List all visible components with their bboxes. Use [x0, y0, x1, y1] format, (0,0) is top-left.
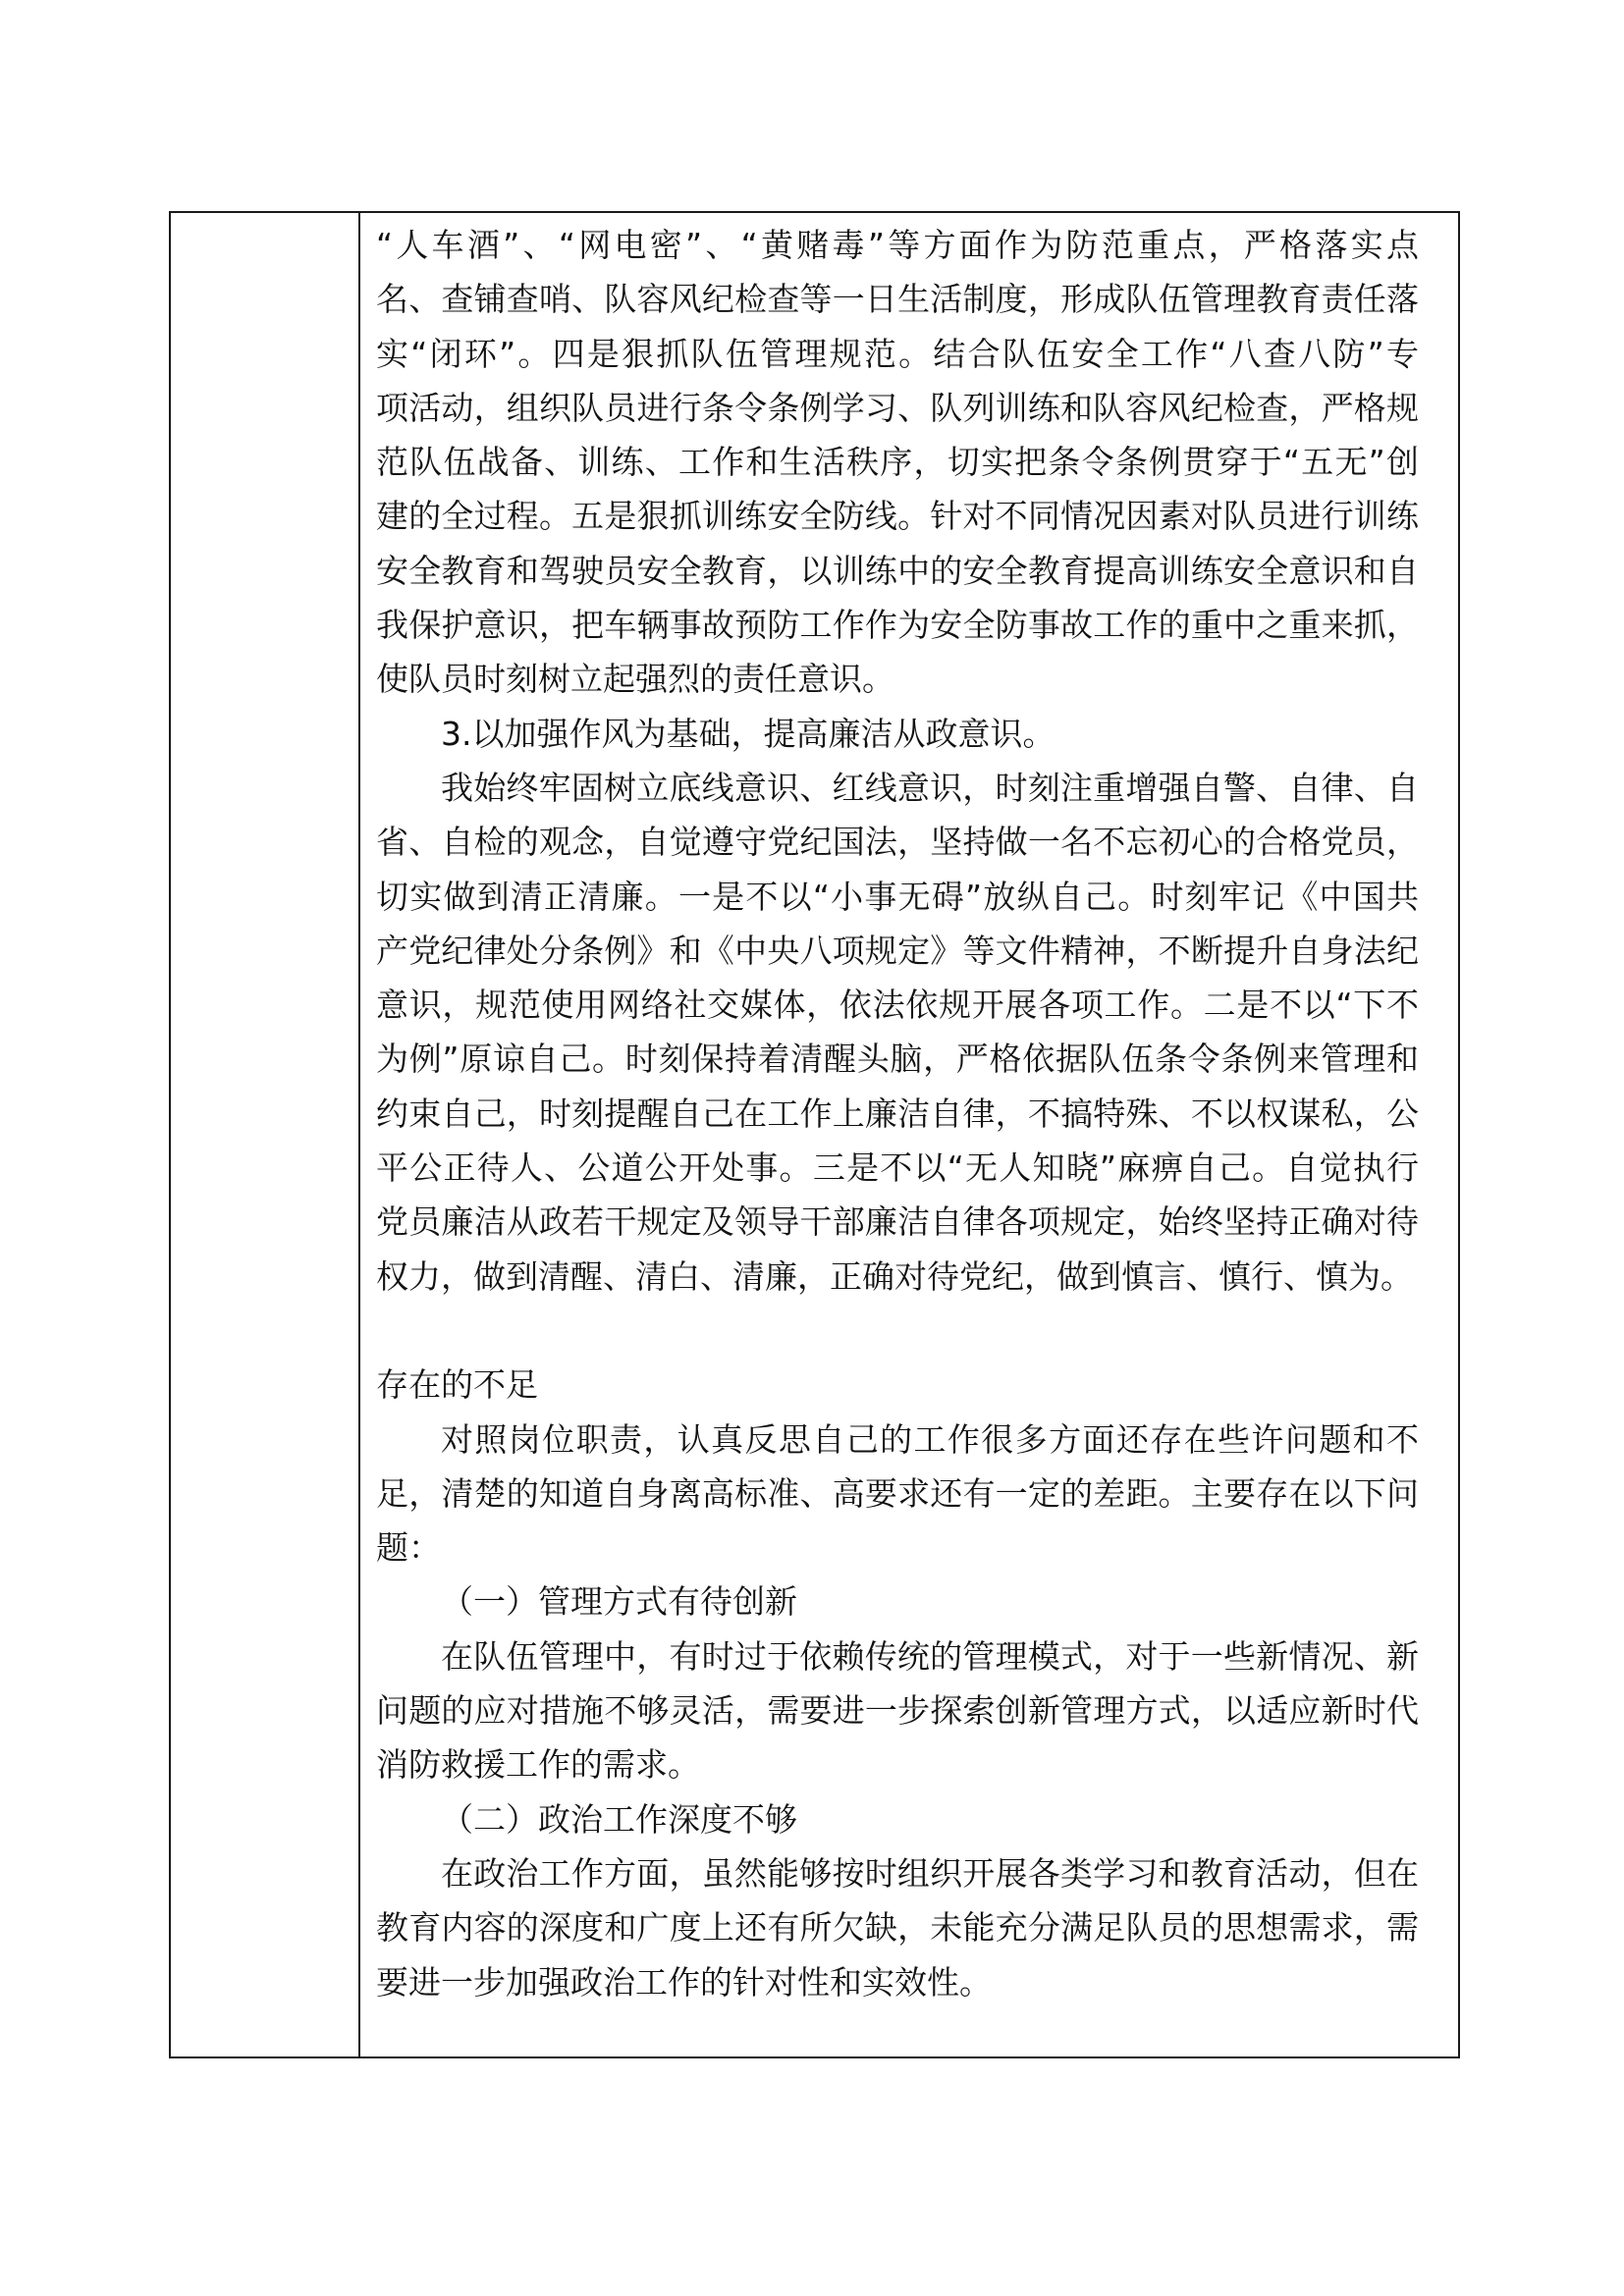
- body-line: 对照岗位职责，认真反思自己的工作很多方面还存在些许问题和不: [441, 1419, 1419, 1459]
- body-line: 项活动，组织队员进行条令条例学习、队列训练和队容风纪检查，严格规: [376, 388, 1419, 427]
- body-line: 意识，规范使用网络社交媒体，依法依规开展各项工作。二是不以“下不: [376, 986, 1419, 1025]
- body-line: 教育内容的深度和广度上还有所欠缺，未能充分满足队员的思想需求，需: [376, 1908, 1419, 1948]
- body-line: 实“闭环”。四是狠抓队伍管理规范。结合队伍安全工作“八查八防”专: [376, 334, 1419, 373]
- body-line: 为例”原谅自己。时刻保持着清醒头脑，严格依据队伍条令条例来管理和: [376, 1040, 1419, 1079]
- body-line: 切实做到清正清廉。一是不以“小事无碍”放纵自己。时刻牢记《中国共: [376, 877, 1419, 916]
- label-cell: [171, 213, 360, 2056]
- body-line: 名、查铺查哨、队容风纪检查等一日生活制度，形成队伍管理教育责任落: [376, 280, 1419, 319]
- body-line: 题：: [376, 1528, 441, 1568]
- body-line: 权力，做到清醒、清白、清廉，正确对待党纪，做到慎言、慎行、慎为。: [376, 1256, 1413, 1296]
- body-line: 要进一步加强政治工作的针对性和实效性。: [376, 1962, 992, 2002]
- subsection-heading: [376, 1575, 1419, 1629]
- paragraph: [376, 761, 1419, 1304]
- paragraph: [376, 1413, 1419, 1575]
- subsection-heading: [376, 1792, 1419, 1846]
- body-line: 建的全过程。五是狠抓训练安全防线。针对不同情况因素对队员进行训练: [376, 497, 1419, 536]
- body-line: 党员廉洁从政若干规定及领导干部廉洁自律各项规定，始终坚持正确对待: [376, 1202, 1419, 1242]
- body-line: （二）政治工作深度不够: [441, 1799, 797, 1839]
- blank-line: [376, 1304, 1419, 1358]
- body-line: 存在的不足: [376, 1365, 538, 1405]
- section-heading: [376, 1358, 1419, 1412]
- body-line: 平公正待人、公道公开处事。三是不以“无人知晓”麻痹自己。自觉执行: [376, 1148, 1419, 1188]
- body-text: [376, 218, 1419, 2009]
- body-line: 省、自检的观念，自觉遵守党纪国法，坚持做一名不忘初心的合格党员，: [376, 823, 1419, 862]
- body-line: 在政治工作方面，虽然能够按时组织开展各类学习和教育活动，但在: [441, 1853, 1419, 1893]
- body-line: 产党纪律处分条例》和《中央八项规定》等文件精神，不断提升自身法纪: [376, 931, 1419, 970]
- body-line: 3.以加强作风为基础，提高廉洁从政意识。: [441, 714, 1056, 753]
- body-line: 安全教育和驾驶员安全教育，以训练中的安全教育提高训练安全意识和自: [376, 551, 1419, 590]
- paragraph: [376, 218, 1419, 707]
- body-line: 范队伍战备、训练、工作和生活秩序，切实把条令条例贯穿于“五无”创: [376, 443, 1419, 482]
- body-line: 我始终牢固树立底线意识、红线意识，时刻注重增强自警、自律、自: [441, 768, 1419, 807]
- paragraph: [376, 1846, 1419, 2009]
- paragraph: [376, 1629, 1419, 1792]
- body-line: 问题的应对措施不够灵活，需要进一步探索创新管理方式，以适应新时代: [376, 1691, 1419, 1731]
- body-line: 约束自己，时刻提醒自己在工作上廉洁自律，不搞特殊、不以权谋私，公: [376, 1094, 1419, 1133]
- body-line: 消防救援工作的需求。: [376, 1745, 700, 1785]
- body-line: 在队伍管理中，有时过于依赖传统的管理模式，对于一些新情况、新: [441, 1636, 1419, 1676]
- body-line: 使队员时刻树立起强烈的责任意识。: [376, 660, 894, 699]
- body-line: （一）管理方式有待创新: [441, 1582, 797, 1622]
- body-line: 我保护意识，把车辆事故预防工作作为安全防事故工作的重中之重来抓，: [376, 606, 1419, 645]
- body-line: “人车酒”、“网电密”、“黄赌毒”等方面作为防范重点，严格落实点: [376, 226, 1419, 264]
- section-heading: [376, 707, 1419, 761]
- body-line: 足，清楚的知道自身离高标准、高要求还有一定的差距。主要存在以下问: [376, 1473, 1419, 1513]
